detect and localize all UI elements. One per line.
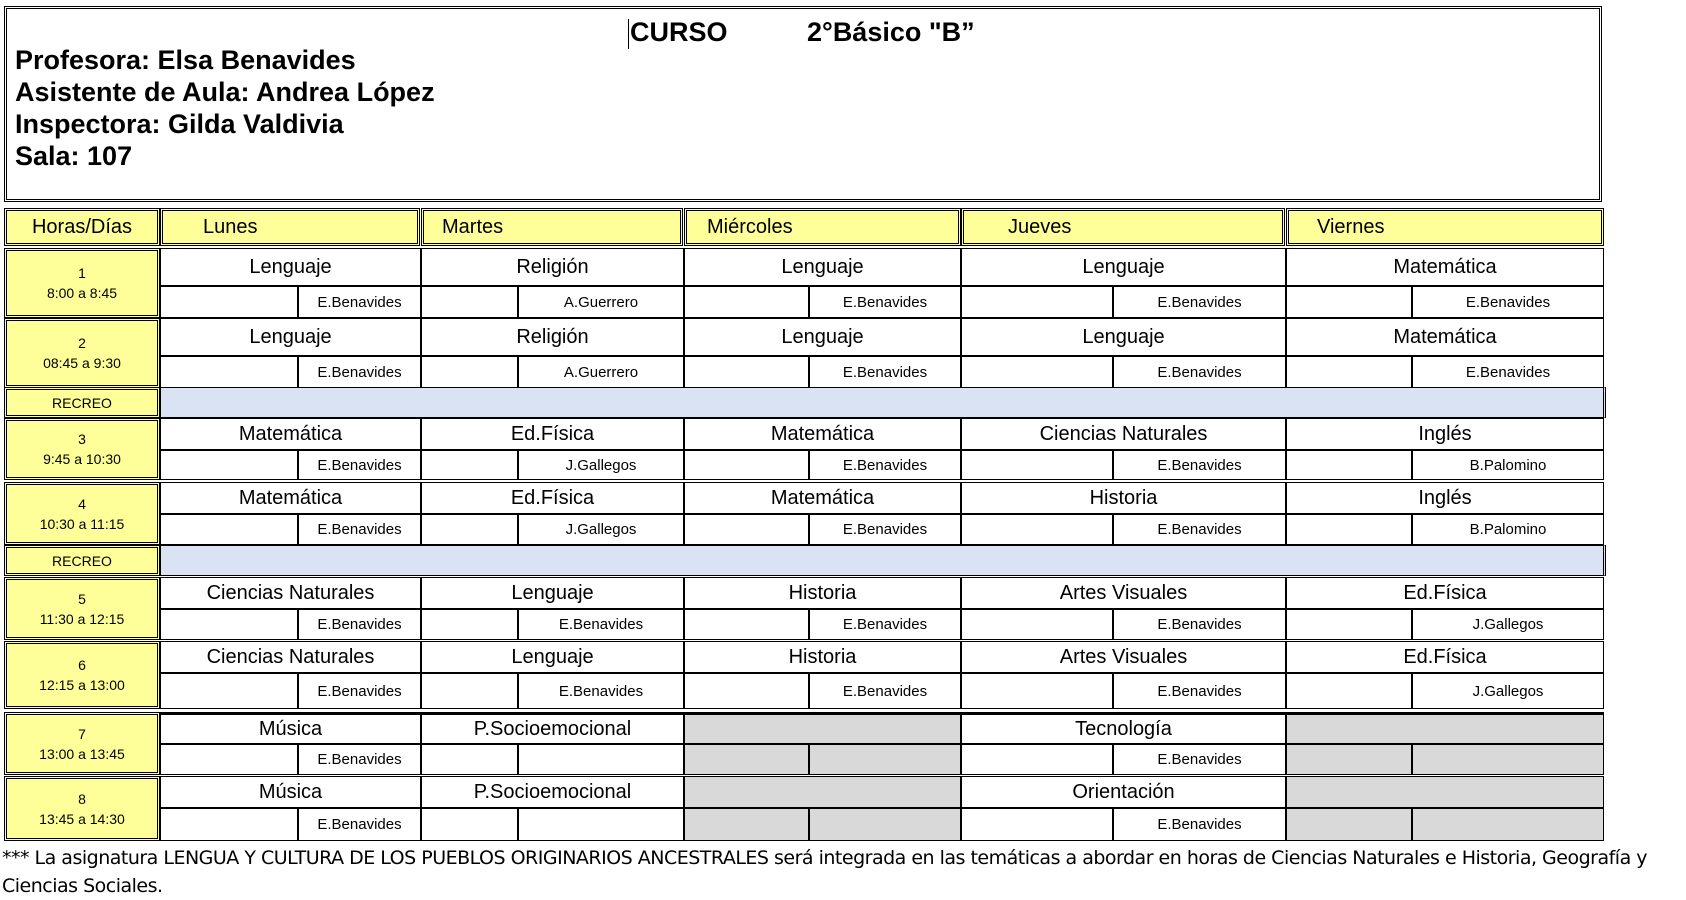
teacher-cell: E.Benavides (809, 450, 961, 480)
subject-cell: Ed.Física (1286, 641, 1604, 673)
subject-cell: Inglés (1286, 482, 1604, 514)
teacher-cell-blank (684, 673, 809, 709)
teacher-cell: E.Benavides (809, 286, 961, 318)
subject-cell: Historia (684, 641, 961, 673)
teacher-cell-blank (421, 673, 518, 709)
subject-cell: Música (160, 776, 421, 808)
period-hours: 12:15 a 13:00 (39, 677, 125, 693)
room-line: Sala: 107 (15, 141, 133, 171)
teacher-cell-blank (684, 514, 809, 545)
teacher-cell: E.Benavides (1113, 808, 1286, 841)
teacher-cell-blank (684, 356, 809, 388)
teacher-cell-blank (160, 808, 298, 841)
subject-cell: Artes Visuales (961, 641, 1286, 673)
period-time-2 (4, 318, 160, 388)
course-header (4, 6, 1602, 202)
teacher-cell-blank (1286, 286, 1412, 318)
subject-cell: Religión (421, 248, 684, 286)
text-cursor (628, 19, 629, 49)
teacher-cell: E.Benavides (809, 514, 961, 545)
teacher-cell-blank (160, 514, 298, 545)
teacher-cell-blank (1286, 514, 1412, 545)
teacher-cell-blank (684, 808, 809, 841)
subject-cell: Matemática (1286, 318, 1604, 356)
teacher-cell: B.Palomino (1412, 514, 1604, 545)
teacher-cell: J.Gallegos (1412, 609, 1604, 640)
subject-cell: Ed.Física (1286, 577, 1604, 609)
teacher-cell-blank (421, 609, 518, 640)
period-time-3 (4, 418, 160, 480)
subject-cell: Ciencias Naturales (961, 418, 1286, 450)
day-header-0: Lunes (160, 208, 420, 246)
teacher-cell-blank (1286, 356, 1412, 388)
period-hours: 8:00 a 8:45 (46, 285, 118, 301)
course-label: CURSO (630, 17, 728, 47)
teacher-cell-blank (1286, 808, 1412, 841)
teacher-cell-blank (961, 514, 1113, 545)
inspector-line: Inspectora: Gilda Valdivia (15, 109, 344, 139)
teacher-cell-blank (1286, 744, 1412, 775)
period-time-6 (4, 641, 160, 709)
subject-cell: Lenguaje (421, 641, 684, 673)
teacher-cell-blank (684, 286, 809, 318)
subject-cell: Religión (421, 318, 684, 356)
teacher-cell: E.Benavides (298, 514, 421, 545)
teacher-cell-blank (421, 744, 518, 775)
teacher-cell: E.Benavides (298, 286, 421, 318)
subject-cell: Ed.Física (421, 482, 684, 514)
course-name: 2°Básico "B” (807, 17, 975, 47)
teacher-cell (809, 808, 961, 841)
teacher-cell: E.Benavides (298, 744, 421, 775)
period-number: 3 (78, 431, 86, 447)
teacher-cell-blank (421, 514, 518, 545)
teacher-cell-blank (160, 286, 298, 318)
recess-label: RECREO (4, 545, 160, 576)
teacher-cell-blank (684, 450, 809, 480)
teacher-cell-blank (160, 744, 298, 775)
subject-cell (1286, 712, 1604, 744)
teacher-cell: E.Benavides (1113, 286, 1286, 318)
subject-cell: Orientación (961, 776, 1286, 808)
teacher-cell-blank (421, 286, 518, 318)
teacher-cell: J.Gallegos (518, 450, 684, 480)
teacher-cell: E.Benavides (809, 673, 961, 709)
period-hours: 11:30 a 12:15 (39, 610, 125, 627)
period-number: 6 (78, 657, 86, 673)
teacher-cell: E.Benavides (1113, 744, 1286, 775)
period-hours: 13:00 a 13:45 (39, 745, 125, 762)
subject-cell: Lenguaje (684, 248, 961, 286)
teacher-cell-blank (961, 808, 1113, 841)
subject-cell: Lenguaje (961, 248, 1286, 286)
period-time-7 (4, 712, 160, 775)
teacher-cell: E.Benavides (518, 673, 684, 709)
teacher-cell (809, 744, 961, 775)
subject-cell: Artes Visuales (961, 577, 1286, 609)
subject-cell: Lenguaje (421, 577, 684, 609)
subject-cell: Ed.Física (421, 418, 684, 450)
teacher-cell: E.Benavides (298, 673, 421, 709)
corner-header: Horas/Días (4, 208, 160, 246)
subject-cell: Matemática (684, 418, 961, 450)
teacher-cell: E.Benavides (1412, 286, 1604, 318)
teacher-cell-blank (421, 356, 518, 388)
teacher-cell (518, 808, 684, 841)
teacher-cell: E.Benavides (1113, 514, 1286, 545)
teacher-cell-blank (160, 673, 298, 709)
period-number: 2 (78, 335, 86, 351)
teacher-cell: E.Benavides (298, 808, 421, 841)
subject-cell: Lenguaje (684, 318, 961, 356)
period-hours: 08:45 a 9:30 (43, 355, 121, 371)
teacher-cell: E.Benavides (1113, 673, 1286, 709)
teacher-cell-blank (160, 356, 298, 388)
subject-cell: Lenguaje (160, 318, 421, 356)
period-number: 7 (78, 725, 86, 742)
subject-cell (684, 776, 961, 808)
subject-cell: Música (160, 712, 421, 744)
teacher-cell-blank (684, 744, 809, 775)
teacher-cell-blank (961, 673, 1113, 709)
teacher-cell: E.Benavides (809, 609, 961, 640)
teacher-cell: A.Guerrero (518, 286, 684, 318)
day-header-2: Miércoles (684, 208, 961, 246)
teacher-cell-blank (160, 450, 298, 480)
period-number: 1 (78, 265, 86, 281)
teacher-cell: E.Benavides (809, 356, 961, 388)
teacher-cell: E.Benavides (1113, 609, 1286, 640)
subject-cell: Lenguaje (961, 318, 1286, 356)
subject-cell: Matemática (1286, 248, 1604, 286)
subject-cell: P.Socioemocional (421, 712, 684, 744)
teacher-cell-blank (961, 450, 1113, 480)
teacher-cell: E.Benavides (298, 356, 421, 388)
subject-cell (1286, 776, 1604, 808)
teacher-cell: A.Guerrero (518, 356, 684, 388)
teacher-cell (1412, 744, 1604, 775)
subject-cell: Matemática (684, 482, 961, 514)
subject-cell: Matemática (160, 418, 421, 450)
teacher-cell (518, 744, 684, 775)
teacher-cell: E.Benavides (298, 609, 421, 640)
teacher-cell: J.Gallegos (1412, 673, 1604, 709)
teacher-cell: E.Benavides (1113, 356, 1286, 388)
period-time-4 (4, 482, 160, 545)
period-hours: 9:45 a 10:30 (43, 451, 121, 467)
period-time-1 (4, 248, 160, 318)
recess-band (160, 387, 1606, 418)
day-header-1: Martes (421, 208, 683, 246)
teacher-cell-blank (421, 808, 518, 841)
recess-band (160, 545, 1606, 576)
teacher-cell (1412, 808, 1604, 841)
teacher-cell-blank (1286, 609, 1412, 640)
period-number: 4 (78, 495, 86, 512)
subject-cell: Inglés (1286, 418, 1604, 450)
teacher-cell: E.Benavides (1412, 356, 1604, 388)
subject-cell: Lenguaje (160, 248, 421, 286)
subject-cell: Ciencias Naturales (160, 577, 421, 609)
subject-cell: P.Socioemocional (421, 776, 684, 808)
subject-cell (684, 712, 961, 744)
teacher-line: Profesora: Elsa Benavides (15, 45, 356, 75)
assistant-line: Asistente de Aula: Andrea López (15, 77, 435, 107)
period-hours: 10:30 a 11:15 (39, 515, 125, 532)
teacher-cell: B.Palomino (1412, 450, 1604, 480)
recess-label: RECREO (4, 387, 160, 418)
teacher-cell-blank (961, 356, 1113, 388)
subject-cell: Tecnología (961, 712, 1286, 744)
teacher-cell-blank (684, 609, 809, 640)
teacher-cell: J.Gallegos (518, 514, 684, 545)
period-time-8 (4, 776, 160, 841)
teacher-cell-blank (1286, 673, 1412, 709)
subject-cell: Historia (684, 577, 961, 609)
teacher-cell: E.Benavides (1113, 450, 1286, 480)
subject-cell: Historia (961, 482, 1286, 514)
teacher-cell: E.Benavides (298, 450, 421, 480)
teacher-cell-blank (160, 609, 298, 640)
subject-cell: Ciencias Naturales (160, 641, 421, 673)
period-number: 5 (78, 590, 86, 607)
period-number: 8 (78, 790, 86, 807)
subject-cell: Matemática (160, 482, 421, 514)
teacher-cell: E.Benavides (518, 609, 684, 640)
teacher-cell-blank (961, 609, 1113, 640)
footnote: *** La asignatura LENGUA Y CULTURA DE LOS PUEBLOS ORIGINARIOS ANCESTRALES será integrada en las temáticas a abordar en horas de Ciencias Naturales e Historia, Geografía y Ciencias Sociales. (2, 847, 1647, 897)
period-hours: 13:45 a 14:30 (39, 810, 125, 827)
teacher-cell-blank (961, 744, 1113, 775)
period-time-5 (4, 577, 160, 640)
day-header-4: Viernes (1286, 208, 1604, 246)
teacher-cell-blank (961, 286, 1113, 318)
day-header-3: Jueves (961, 208, 1285, 246)
teacher-cell-blank (421, 450, 518, 480)
teacher-cell-blank (1286, 450, 1412, 480)
